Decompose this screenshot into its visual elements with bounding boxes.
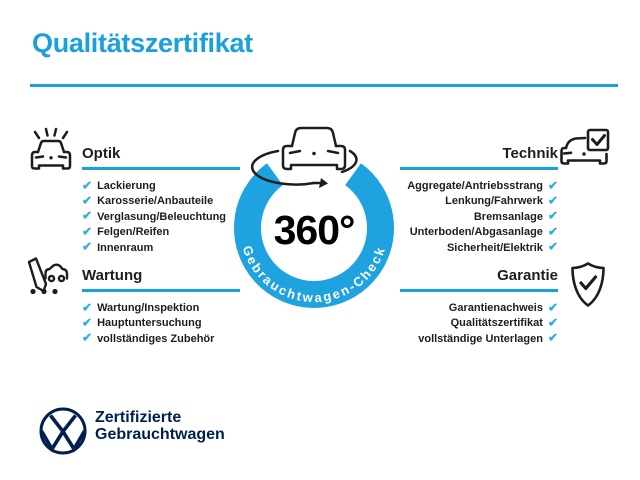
check-item-label: Aggregate/Antriebsstrang bbox=[407, 180, 543, 192]
section-title: Technik bbox=[502, 145, 558, 162]
check-item-label: Wartung/Inspektion bbox=[97, 302, 200, 314]
check-item-label: Hauptuntersuchung bbox=[97, 317, 202, 330]
service-checklist-icon bbox=[26, 256, 72, 302]
check-icon bbox=[82, 301, 92, 316]
ring-curved-label: Gebrauchtwagen-Check bbox=[239, 243, 389, 306]
page-title: Qualitätszertifikat bbox=[32, 28, 253, 58]
check-icon bbox=[548, 194, 558, 209]
check-item-label: Unterboden/Abgasanlage bbox=[409, 226, 543, 239]
car-shine-icon bbox=[25, 126, 77, 178]
car-checkbox-icon bbox=[560, 127, 612, 179]
check-item bbox=[82, 194, 240, 209]
section-optik bbox=[82, 145, 240, 256]
check-item bbox=[400, 316, 558, 331]
check-item bbox=[400, 225, 558, 240]
brand-line2: Gebrauchtwagen bbox=[95, 425, 225, 443]
vw-logo bbox=[38, 406, 88, 456]
check-icon bbox=[82, 194, 92, 209]
check-item-label: Felgen/Reifen bbox=[97, 226, 170, 239]
brand-line1: Zertifizierte bbox=[95, 409, 182, 426]
check-icon bbox=[548, 240, 558, 255]
section-items bbox=[400, 179, 558, 256]
section-title: Optik bbox=[82, 145, 121, 162]
check-item bbox=[400, 240, 558, 255]
check-item bbox=[400, 179, 558, 194]
check-icon bbox=[548, 331, 558, 346]
check-item bbox=[82, 225, 240, 240]
check-item bbox=[400, 301, 558, 316]
check-icon bbox=[548, 209, 558, 224]
check-icon bbox=[548, 225, 558, 240]
section-items bbox=[400, 301, 558, 347]
check-item-label: Qualitätszertifikat bbox=[450, 317, 543, 330]
check-item-label: vollständige Unterlagen bbox=[418, 332, 543, 345]
check-item bbox=[82, 301, 240, 316]
check-item-label: Bremsanlage bbox=[473, 210, 543, 223]
check-item bbox=[82, 209, 240, 224]
section-title: Garantie bbox=[497, 267, 558, 284]
check-icon bbox=[548, 301, 558, 316]
check-item-label: Lenkung/Fahrwerk bbox=[445, 195, 543, 208]
check-item bbox=[400, 194, 558, 209]
check-icon bbox=[82, 331, 92, 346]
check-item-label: Sicherheit/Elektrik bbox=[446, 241, 543, 254]
check-icon bbox=[82, 316, 92, 331]
check-item bbox=[82, 316, 240, 331]
check-item-label: Verglasung/Beleuchtung bbox=[97, 210, 227, 223]
section-title: Wartung bbox=[82, 267, 143, 284]
check-item-label: vollständiges Zubehör bbox=[97, 332, 215, 345]
section-garantie bbox=[400, 267, 558, 347]
check-item bbox=[400, 209, 558, 224]
check-icon bbox=[82, 225, 92, 240]
brand-text bbox=[95, 410, 225, 443]
section-wartung bbox=[82, 267, 240, 347]
check-item bbox=[82, 331, 240, 346]
section-divider bbox=[82, 289, 240, 292]
check-item bbox=[400, 331, 558, 346]
section-divider bbox=[400, 289, 558, 292]
shield-check-icon bbox=[566, 260, 610, 310]
check-item-label: Garantienachweis bbox=[448, 302, 543, 314]
check-item-label: Karosserie/Anbauteile bbox=[97, 195, 214, 208]
section-items bbox=[82, 301, 240, 347]
ring-360-value: 360° bbox=[273, 207, 355, 253]
check-item bbox=[82, 179, 240, 194]
check-icon bbox=[548, 179, 558, 194]
check-icon bbox=[548, 316, 558, 331]
check-icon bbox=[82, 240, 92, 255]
section-divider bbox=[82, 167, 240, 170]
check-icon bbox=[82, 179, 92, 194]
check-icon bbox=[82, 209, 92, 224]
check-item bbox=[82, 240, 240, 255]
check-item-label: Innenraum bbox=[97, 241, 154, 254]
section-divider bbox=[400, 167, 558, 170]
section-items bbox=[82, 179, 240, 256]
check-item-label: Lackierung bbox=[97, 180, 156, 192]
section-technik bbox=[400, 145, 558, 256]
